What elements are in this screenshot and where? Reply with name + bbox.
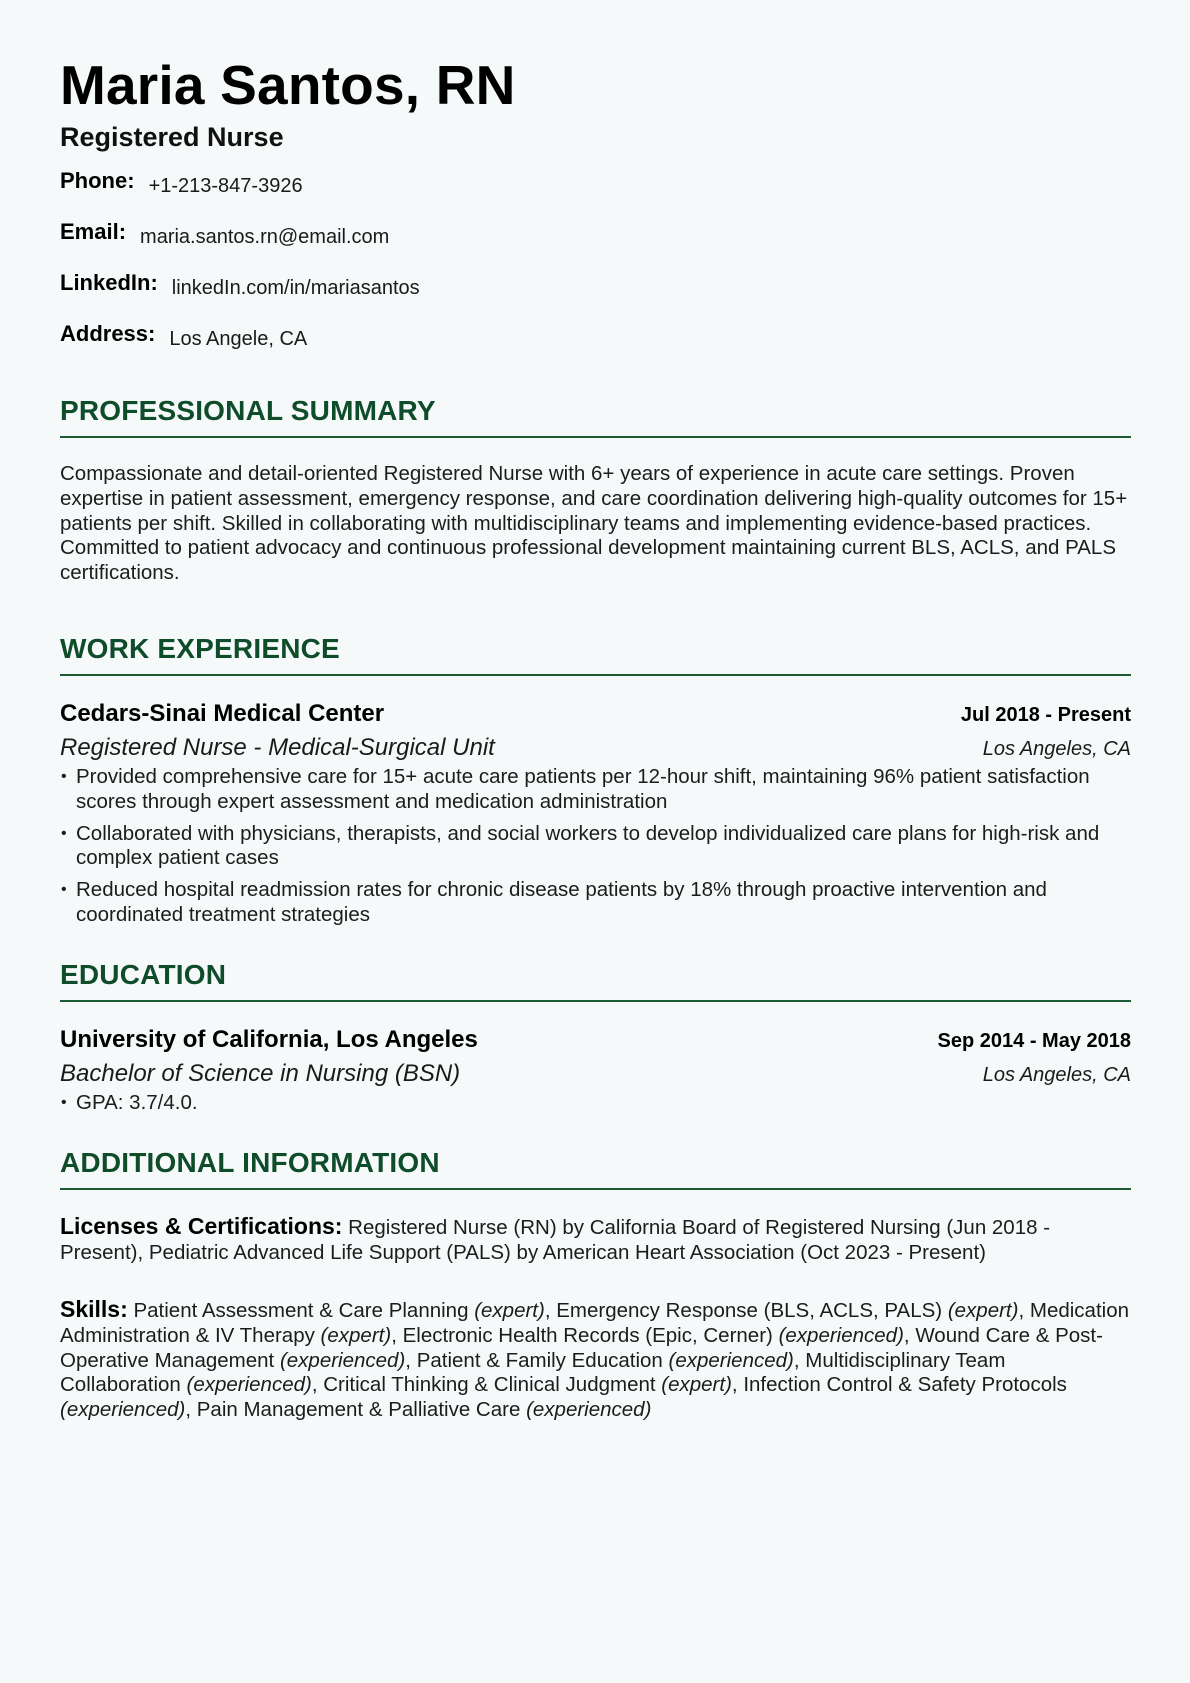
bullet-icon: • xyxy=(61,824,67,842)
skills-label: Skills: xyxy=(60,1296,128,1322)
school-location: Los Angeles, CA xyxy=(982,1064,1131,1086)
skill-name: Critical Thinking & Clinical Judgment xyxy=(323,1373,662,1397)
phone-value[interactable]: +1-213-847-3926 xyxy=(148,175,303,197)
section-divider xyxy=(60,674,1131,676)
contact-label: Address: xyxy=(60,321,156,346)
school-institution: University of California, Los Angeles xyxy=(60,1026,478,1053)
section-heading-education: EDUCATION xyxy=(60,959,227,990)
skill-level: (expert) xyxy=(320,1323,392,1347)
skill-name: Multidisciplinary Team Collaboration xyxy=(60,1348,1006,1397)
section-heading-additional: ADDITIONAL INFORMATION xyxy=(60,1147,440,1178)
skill-level: (experienced) xyxy=(279,1348,406,1372)
contact-label: LinkedIn: xyxy=(60,270,158,295)
skill-level: (experienced) xyxy=(186,1373,312,1397)
licenses-text: Registered Nurse (RN) by California Board of Registered Nursing (Jun 2018 - Present), Pediatric Advanced Life Support (PALS) by American Heart Association (Oct 2023 - Present) xyxy=(60,1216,1051,1264)
contact-linkedin xyxy=(60,270,420,299)
school-header xyxy=(60,1026,1131,1054)
skill-level: (experienced) xyxy=(668,1348,794,1372)
skill-level: (expert) xyxy=(947,1299,1019,1322)
address-value: Los Angele, CA xyxy=(169,328,308,350)
section-divider xyxy=(60,436,1131,438)
skill-level: (expert) xyxy=(474,1299,545,1322)
skill-name: Emergency Response (BLS, ACLS, PALS) xyxy=(556,1299,948,1322)
job-organization: Cedars-Sinai Medical Center xyxy=(60,700,385,727)
section-divider xyxy=(60,1188,1131,1190)
contact-phone xyxy=(60,168,303,197)
list-item: • Collaborated with physicians, therapists, and social workers to develop individualized care plans for high-risk and complex patient cases xyxy=(61,821,1100,870)
licenses-block xyxy=(60,1214,1131,1266)
section-heading-experience: WORK EXPERIENCE xyxy=(60,633,340,664)
skill-name: Medication Administration & IV Therapy xyxy=(60,1299,1130,1347)
bullet-icon: • xyxy=(61,1094,67,1111)
job-subheader xyxy=(60,734,1131,762)
candidate-title: Registered Nurse xyxy=(60,122,284,152)
skill-level: (experienced) xyxy=(526,1398,652,1422)
section-heading-summary: PROFESSIONAL SUMMARY xyxy=(60,395,436,426)
skill-name: Patient Assessment & Care Planning xyxy=(133,1299,475,1322)
job-location: Los Angeles, CA xyxy=(982,738,1131,760)
skill-level: (experienced) xyxy=(778,1323,904,1347)
contact-email xyxy=(60,219,390,248)
section-divider xyxy=(60,1000,1131,1002)
bullet-icon: • xyxy=(61,768,67,785)
skill-name: Infection Control & Safety Protocols xyxy=(743,1373,1067,1397)
linkedin-value[interactable]: linkedIn.com/in/mariasantos xyxy=(171,277,420,299)
list-item: • Provided comprehensive care for 15+ acute care patients per 12-hour shift, maintaining 96% patient satisfaction scores through expert assessment and medication administration xyxy=(61,765,1090,813)
list-item: • Reduced hospital readmission rates for chronic disease patients by 18% through proactive intervention and coordinated treatment strategies xyxy=(61,878,1047,926)
skill-name: Electronic Health Records (Epic, Cerner) xyxy=(402,1323,779,1347)
school-bullets xyxy=(60,1091,1131,1123)
bullet-icon: • xyxy=(61,881,67,899)
contact-label: Email: xyxy=(60,219,127,244)
summary-text: Compassionate and detail-oriented Registered Nurse with 6+ years of experience in acute care settings. Proven expertise in patient assessment, emergency response, and care coordination delivering high-quality outcomes for 15+ patients per shift. Skilled in collaborating with multidisciplinary teams and implementing evidence-based practices. Committed to patient advocacy and continuous professional development maintaining current BLS, ACLS, and PALS certifications. xyxy=(60,462,1128,585)
candidate-name: Maria Santos, RN xyxy=(60,54,516,116)
skills-block xyxy=(60,1297,1131,1423)
skill-level: (experienced) xyxy=(60,1398,186,1422)
contact-address xyxy=(60,321,308,350)
job-header xyxy=(60,700,1131,728)
email-value[interactable]: maria.santos.rn@email.com xyxy=(140,226,390,248)
list-item: • GPA: 3.7/4.0. xyxy=(61,1091,198,1114)
job-dates: Jul 2018 - Present xyxy=(960,704,1131,726)
school-subheader xyxy=(60,1060,1131,1088)
skill-name: Pain Management & Palliative Care xyxy=(196,1398,527,1422)
skill-level: (expert) xyxy=(661,1373,732,1397)
skill-name: Wound Care & Post-Operative Management xyxy=(60,1323,1103,1372)
contact-label: Phone: xyxy=(60,168,135,193)
skills-list: Patient Assessment & Care Planning (expert), Emergency Response (BLS, ACLS, PALS) (expert), Medication Administration & IV Therapy (expert), Electronic Health Records (Epic, Cerner) (experienced), Wound Care & Post-Operative Management (experienced), Patient & Family Education (experienced), Multidisciplinary Team Collaboration (experienced), Critical Thinking & Clinical Judgment (expert), Infection Control & Safety Protocols (experienced), Pain Management & Palliative Care (experienced) xyxy=(60,1299,1130,1422)
school-degree: Bachelor of Science in Nursing (BSN) xyxy=(60,1060,461,1087)
licenses-label: Licenses & Certifications: xyxy=(60,1213,343,1239)
skill-name: Patient & Family Education xyxy=(416,1348,669,1372)
school-dates: Sep 2014 - May 2018 xyxy=(937,1030,1131,1052)
job-role: Registered Nurse - Medical-Surgical Unit xyxy=(60,734,495,761)
job-bullets xyxy=(60,765,1131,935)
